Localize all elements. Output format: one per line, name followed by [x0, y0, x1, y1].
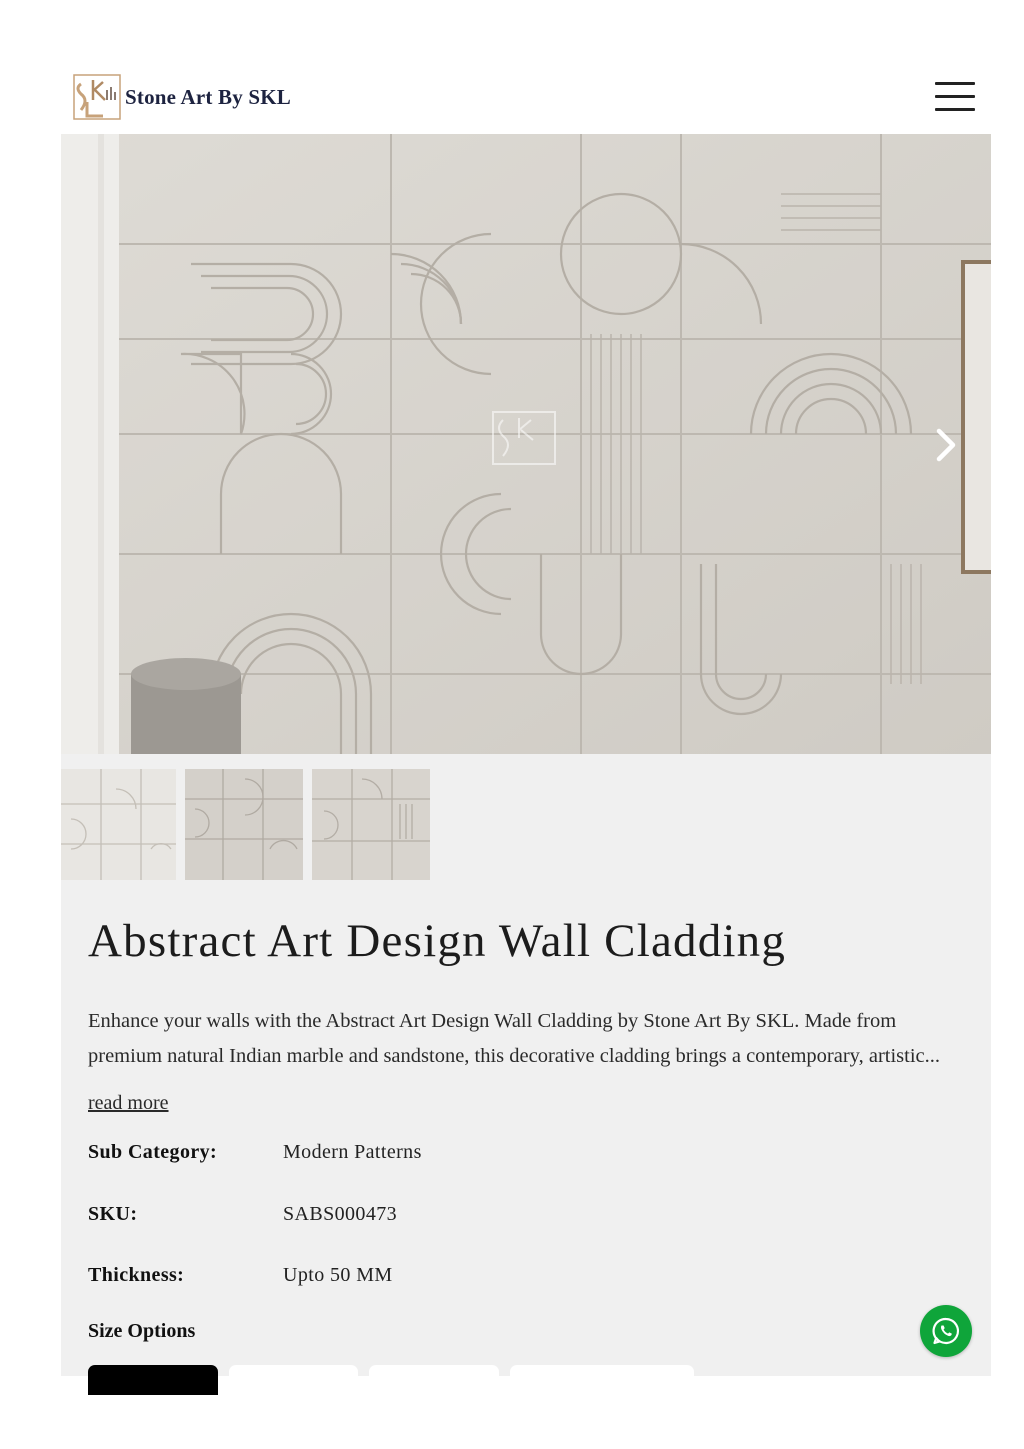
- spec-value-sku: SABS000473: [283, 1203, 398, 1225]
- description-line-1: Enhance your walls with the Abstract Art Design Wall Cladding by Stone Art By SKL. Made from: [88, 1010, 897, 1032]
- product-title: Abstract Art Design Wall Cladding: [88, 915, 787, 967]
- brand-name: Stone Art By SKL: [125, 84, 291, 109]
- whatsapp-icon[interactable]: [920, 1305, 972, 1357]
- brand-logo-link[interactable]: [73, 74, 291, 120]
- spec-value-sub-category: Modern Patterns: [283, 1141, 422, 1163]
- thumbnail-2[interactable]: [185, 769, 303, 880]
- description-line-2: premium natural Indian marble and sandstone, this decorative cladding brings a contemporary, artistic...: [88, 1045, 941, 1067]
- product-image-carousel[interactable]: [61, 134, 991, 754]
- spec-value-thickness: Upto 50 MM: [283, 1264, 393, 1286]
- product-main-image: [61, 134, 991, 754]
- product-details: [61, 754, 991, 1376]
- hamburger-menu-icon[interactable]: [935, 80, 977, 114]
- size-option-4[interactable]: [510, 1365, 694, 1395]
- thumbnail-strip: [61, 769, 439, 880]
- thumbnail-3[interactable]: [312, 769, 430, 880]
- read-more-link[interactable]: read more: [88, 1092, 169, 1114]
- size-option-2[interactable]: [229, 1365, 358, 1395]
- thumbnail-1[interactable]: [61, 769, 176, 880]
- spec-label-thickness: Thickness:: [88, 1264, 185, 1286]
- size-options-group: [88, 1365, 705, 1395]
- size-option-3[interactable]: [369, 1365, 499, 1395]
- chevron-right-icon[interactable]: [933, 427, 959, 463]
- site-header: [61, 60, 991, 134]
- size-options-heading: Size Options: [88, 1320, 196, 1342]
- product-description: [88, 1004, 968, 1074]
- size-option-1[interactable]: [88, 1365, 218, 1395]
- spec-label-sub-category: Sub Category:: [88, 1141, 218, 1163]
- spec-label-sku: SKU:: [88, 1203, 138, 1225]
- skl-monogram-icon: [73, 74, 121, 120]
